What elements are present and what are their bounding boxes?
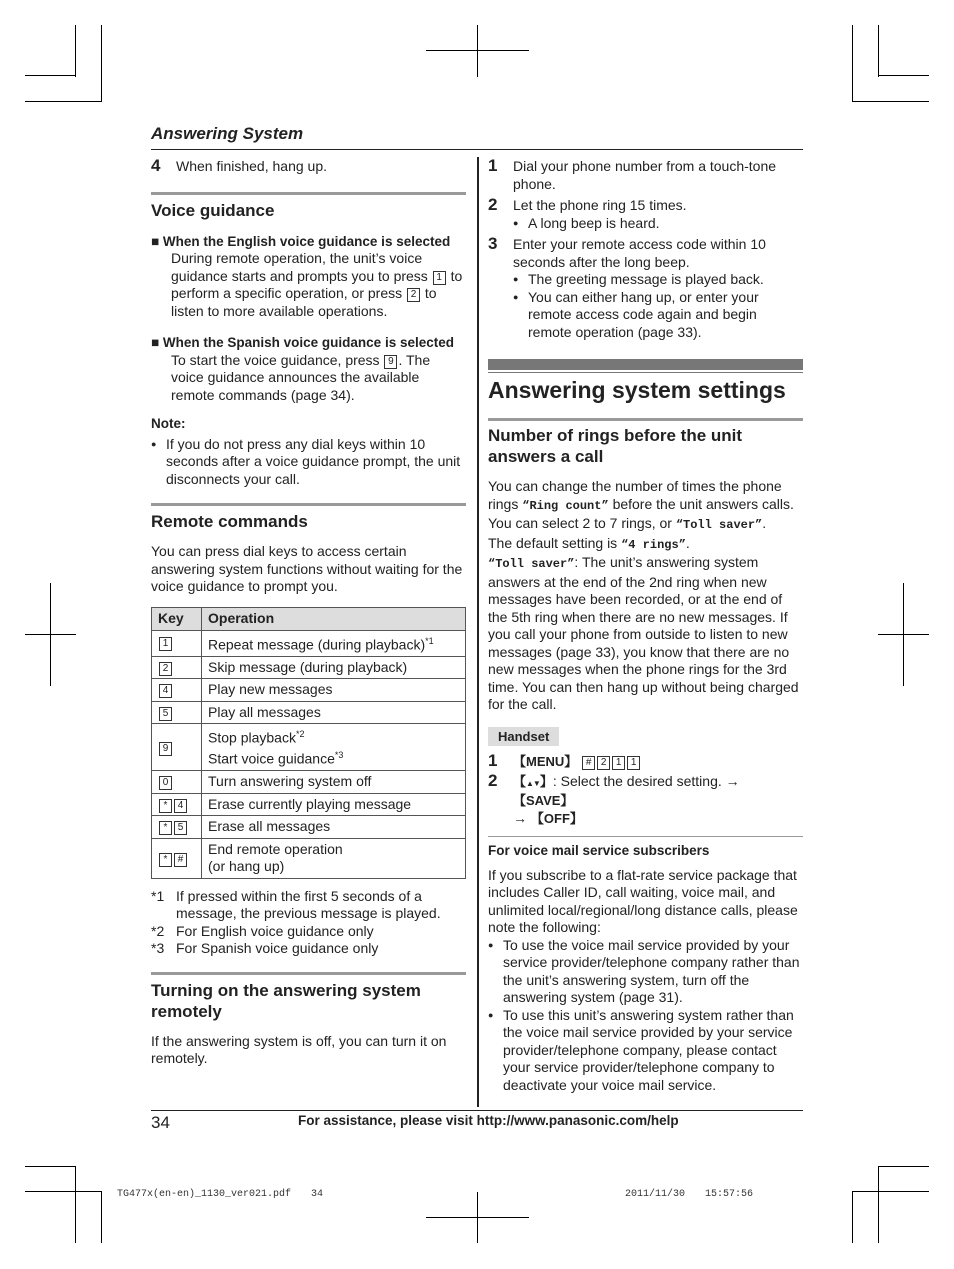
- footnote-mark: *1: [151, 887, 165, 904]
- handset-step-2: [488, 770, 803, 828]
- crop-mark: [878, 634, 929, 635]
- step-text: Let the phone ring 15 times.: [513, 197, 687, 213]
- section-title: Answering System: [151, 124, 304, 143]
- step-text: Dial your phone number from a touch-tone phone.: [513, 158, 777, 192]
- step-number: 1: [488, 156, 498, 175]
- section-rule: [488, 418, 803, 421]
- crop-mark: [25, 75, 76, 76]
- key-hash-icon: #: [582, 756, 595, 770]
- step-number: 4: [151, 156, 161, 175]
- column-header-operation: Operation: [202, 607, 466, 630]
- settings-title-underline: [488, 372, 803, 373]
- key-5-icon: 5: [174, 821, 187, 835]
- english-text: to perform a specific operation, or press: [171, 267, 463, 301]
- operation-text: Start voice guidance: [208, 750, 335, 767]
- default-text: .: [685, 534, 690, 551]
- footnote-text: For Spanish voice guidance only: [176, 940, 379, 957]
- remote-commands-table: [151, 607, 466, 879]
- key-1-icon: 1: [612, 756, 625, 770]
- step-text: : Select the desired setting.: [552, 772, 722, 789]
- voicemail-bullet: ● To use this unit’s answering system rather than the voice mail service provided by your service provider/telephone company, please contact your service provider/telephone company to deactivate your voice mail service.: [488, 1007, 803, 1095]
- settings-title-bar: [488, 359, 803, 370]
- voicemail-rule: [488, 836, 803, 837]
- crop-mark: [852, 1191, 853, 1243]
- crop-mark: [878, 1166, 879, 1243]
- print-file: TG477x(en-en)_1130_ver021.pdf: [117, 1189, 292, 1200]
- rings-paragraph: [488, 478, 803, 535]
- print-info: [117, 1189, 323, 1200]
- turning-on-title: Turning on the answering system remotely: [151, 980, 421, 1021]
- spanish-heading: When the Spanish voice guidance is selected: [162, 335, 454, 350]
- key-4-icon: 4: [159, 684, 172, 698]
- operation-text: Play new messages: [208, 681, 333, 698]
- operation-cell: [202, 656, 466, 679]
- handset-step-1: [488, 753, 803, 771]
- footnote-text: If pressed within the first 5 seconds of a message, the previous message is played.: [176, 887, 441, 922]
- operation-cell: [202, 771, 466, 794]
- footnote-text: For English voice guidance only: [176, 922, 374, 939]
- step-text: When finished, hang up.: [176, 158, 327, 174]
- key-1-icon: 1: [159, 637, 172, 651]
- crop-mark: [25, 634, 76, 635]
- key-1-icon: 1: [433, 271, 446, 285]
- key-2-icon: 2: [407, 288, 420, 302]
- rings-text: .: [762, 515, 767, 531]
- rings-text: before the unit answers calls. You can select 2 to 7 rings, or: [488, 495, 794, 531]
- square-bullet-icon: ■: [151, 335, 163, 350]
- english-text: to listen to more available operations.: [171, 285, 437, 319]
- section-rule: [151, 503, 466, 506]
- crop-mark: [75, 25, 76, 77]
- key-0-icon: 0: [159, 776, 172, 790]
- footnote: [151, 940, 466, 958]
- operation-text: Repeat message (during playback): [208, 636, 426, 653]
- key-1-icon: 1: [627, 756, 640, 770]
- operation-text: End remote operation: [208, 840, 343, 857]
- remote-step-2: [488, 197, 803, 232]
- remote-step-1: [488, 158, 803, 193]
- nav-bracket: 】: [539, 773, 553, 789]
- footnote-mark: *2: [151, 922, 165, 939]
- section-rule: [151, 972, 466, 975]
- default-setting: [488, 535, 803, 555]
- step-bullet: ● The greeting message is played back.: [513, 271, 803, 289]
- arrow-icon: →: [725, 772, 740, 789]
- square-bullet-icon: ■: [151, 233, 163, 249]
- left-column: [151, 158, 466, 1068]
- crop-mark: [852, 25, 853, 102]
- print-date: 2011/11/30: [625, 1189, 686, 1200]
- remote-commands-intro: You can press dial keys to access certain answering system functions without waiting for the voice guidance to prompt you.: [151, 543, 463, 594]
- english-guidance: [151, 233, 466, 321]
- key-star-icon: *: [159, 821, 172, 835]
- print-page: 34: [311, 1189, 324, 1200]
- four-rings-code: “4 rings”: [621, 537, 686, 552]
- table-row: [152, 679, 466, 702]
- key-star-icon: *: [159, 853, 172, 867]
- step-number: 3: [488, 234, 498, 253]
- crop-mark: [25, 1191, 102, 1192]
- crop-mark: [25, 1166, 76, 1167]
- operation-cell: [202, 838, 466, 878]
- key-cell: [152, 838, 202, 878]
- right-column: [488, 158, 803, 1094]
- table-row: [152, 656, 466, 679]
- step-number: 2: [488, 770, 498, 790]
- footnote: [151, 888, 466, 923]
- toll-saver-code: “Toll saver”: [675, 518, 763, 532]
- key-2-icon: 2: [597, 756, 610, 770]
- crop-mark: [426, 1217, 529, 1218]
- operation-cell: [202, 701, 466, 724]
- handset-label: Handset: [488, 727, 559, 747]
- ring-count-code: “Ring count”: [522, 498, 609, 513]
- footnote-ref: *2: [295, 729, 305, 740]
- footnote: [151, 923, 466, 941]
- operation-cell: [202, 679, 466, 702]
- spanish-text: . The voice guidance announces the available remote commands (page 34).: [171, 351, 431, 403]
- step-number: 2: [488, 195, 498, 214]
- step-bullet: ● A long beep is heard.: [513, 215, 803, 233]
- operation-cell: [202, 816, 466, 839]
- spanish-text: To start the voice guidance, press: [171, 351, 380, 368]
- note-label: Note:: [151, 416, 186, 431]
- footnote-mark: *3: [151, 940, 165, 957]
- settings-title: Answering system settings: [488, 377, 786, 403]
- rings-text: You can change the number of times the phone rings: [488, 478, 782, 512]
- table-row: [152, 793, 466, 816]
- remote-commands-title: Remote commands: [151, 512, 308, 531]
- operation-text: Skip message (during playback): [208, 658, 408, 675]
- section-rule: [151, 192, 466, 195]
- table-row: [152, 816, 466, 839]
- note-text: ● If you do not press any dial keys within 10 seconds after a voice guidance prompt, the unit disconnects your call.: [151, 436, 466, 489]
- print-timestamp: [625, 1189, 753, 1200]
- table-row: [152, 630, 466, 656]
- footer-rule: [151, 1110, 803, 1111]
- key-2-icon: 2: [159, 662, 172, 676]
- key-cell: [152, 656, 202, 679]
- key-cell: [152, 701, 202, 724]
- operation-cell: [202, 724, 466, 771]
- key-star-icon: *: [159, 799, 172, 813]
- footnotes: [151, 888, 466, 958]
- column-divider: [477, 157, 479, 1107]
- operation-text: Erase currently playing message: [208, 795, 412, 812]
- key-cell: [152, 771, 202, 794]
- toll-saver-text: : The unit’s answering system answers at the end of the 2nd ring when new messages have been recorded, or at the end of the 5th ring when there are no new messages. If you call your phone from outside to listen to new messages (page 33), you know that there are no new messages when the phone rings for the 3rd time. You can then hang up without being charged for the call.: [488, 554, 799, 712]
- spanish-guidance: [151, 334, 466, 404]
- column-header-key: Key: [152, 607, 202, 630]
- english-text: During remote operation, the unit’s voice guidance starts and prompts you to press: [171, 250, 428, 284]
- crop-mark: [477, 25, 478, 77]
- remote-step-3: [488, 236, 803, 341]
- key-hash-icon: #: [174, 853, 187, 867]
- step-4: [151, 158, 466, 176]
- turning-on-text: If the answering system is off, you can turn it on remotely.: [151, 1032, 447, 1067]
- voicemail-heading: For voice mail service subscribers: [488, 843, 710, 858]
- nav-bracket: 【: [513, 773, 527, 789]
- key-4-icon: 4: [174, 799, 187, 813]
- crop-mark: [25, 101, 102, 102]
- step-number: 1: [488, 751, 498, 770]
- help-text: For assistance, please visit http://www.panasonic.com/help: [298, 1113, 679, 1128]
- toll-saver-code: “Toll saver”: [488, 557, 575, 571]
- voicemail-text: If you subscribe to a flat-rate service package that includes Caller ID, call waiting, voice mail, and unlimited local/regional/long distance calls, please note the following:: [488, 866, 798, 935]
- table-row: [152, 701, 466, 724]
- header-rule: [151, 149, 803, 150]
- menu-button-label: 【MENU】: [513, 754, 578, 769]
- key-5-icon: 5: [159, 707, 172, 721]
- nav-updown-icon: ▲▼: [526, 778, 540, 788]
- voicemail-bullet: ● To use the voice mail service provided by your service provider/telephone company rather than the unit’s answering system, turn off the answering system (page 31).: [488, 937, 803, 1007]
- crop-mark: [852, 1191, 929, 1192]
- operation-cell: [202, 630, 466, 656]
- print-time: 15:57:56: [705, 1189, 754, 1200]
- page-number: 34: [151, 1113, 170, 1132]
- crop-mark: [426, 50, 529, 51]
- english-heading: When the English voice guidance is selected: [162, 233, 451, 249]
- operation-text: (or hang up): [208, 858, 285, 875]
- crop-mark: [878, 1166, 929, 1167]
- toll-saver-description: [488, 554, 803, 714]
- crop-mark: [852, 101, 929, 102]
- crop-mark: [101, 1191, 102, 1243]
- key-cell: [152, 724, 202, 771]
- step-text: Enter your remote access code within 10 seconds after the long beep.: [513, 236, 766, 270]
- footnote-ref: *3: [334, 750, 344, 761]
- crop-mark: [878, 25, 879, 77]
- crop-mark: [101, 25, 102, 102]
- key-cell: [152, 816, 202, 839]
- crop-mark: [75, 1166, 76, 1243]
- voice-guidance-title: Voice guidance: [151, 200, 275, 220]
- key-9-icon: 9: [159, 742, 172, 756]
- operation-cell: [202, 793, 466, 816]
- table-row: [152, 724, 466, 771]
- footnote-ref: *1: [425, 635, 434, 646]
- key-cell: [152, 630, 202, 656]
- off-button-label: 【OFF】: [530, 810, 583, 826]
- step-bullet: ● You can either hang up, or enter your remote access code again and begin remote operation (page 33).: [513, 289, 803, 342]
- key-9-icon: 9: [384, 355, 397, 369]
- table-row: [152, 771, 466, 794]
- key-cell: [152, 793, 202, 816]
- default-text: The default setting is: [488, 534, 618, 551]
- operation-text: Stop playback: [208, 729, 296, 746]
- rings-title: Number of rings before the unit answers a call: [488, 426, 743, 466]
- operation-text: Erase all messages: [208, 818, 331, 835]
- arrow-icon: →: [513, 809, 527, 826]
- table-row: [152, 838, 466, 878]
- operation-text: Turn answering system off: [208, 773, 372, 790]
- crop-mark: [878, 75, 929, 76]
- save-button-label: 【SAVE】: [513, 793, 574, 808]
- key-cell: [152, 679, 202, 702]
- operation-text: Play all messages: [208, 703, 321, 720]
